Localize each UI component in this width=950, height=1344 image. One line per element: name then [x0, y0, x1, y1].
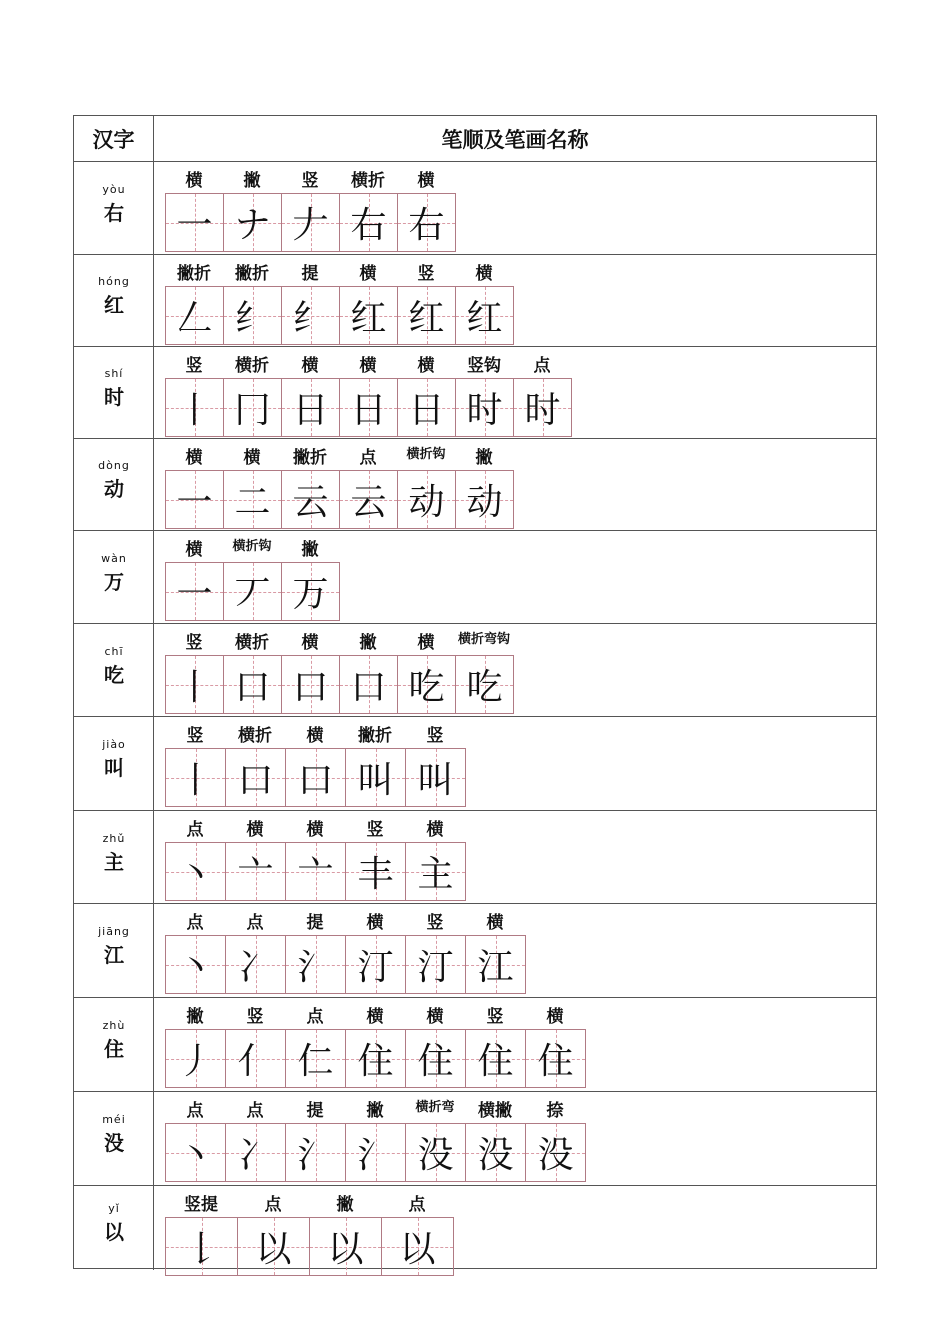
- tian-grid-box: [226, 1124, 286, 1181]
- stroke-step-glyph: 丶: [177, 1135, 214, 1176]
- tian-grid-box: [456, 287, 514, 344]
- char-cell: [74, 439, 154, 530]
- stroke-step-glyph: 江: [477, 947, 514, 988]
- tian-grid-box: [346, 1030, 406, 1087]
- stroke-step-glyph: 冫: [237, 1135, 274, 1176]
- stroke-step-grid: [165, 842, 466, 901]
- tian-grid-box: [382, 1218, 454, 1275]
- stroke-name: 竖: [185, 633, 203, 653]
- stroke-step-glyph: 氵: [297, 1135, 334, 1176]
- char-cell: [74, 624, 154, 716]
- tian-grid-box: [282, 563, 340, 620]
- stroke-name: 横: [486, 913, 504, 933]
- stroke-name: 横折: [238, 726, 272, 746]
- stroke-name: 横折: [351, 171, 385, 191]
- stroke-step-glyph: 住: [477, 1041, 514, 1082]
- pinyin-label: hóng: [98, 275, 130, 288]
- stroke-name: 横撇: [478, 1101, 512, 1121]
- stroke-name: 竖: [186, 726, 204, 746]
- stroke-step-glyph: 口: [350, 667, 387, 708]
- stroke-step-glyph: 住: [357, 1041, 394, 1082]
- hanzi-label: 时: [104, 385, 124, 409]
- tian-grid-box: [166, 287, 224, 344]
- stroke-step-glyph: 云: [292, 482, 329, 523]
- tian-grid-box: [466, 1030, 526, 1087]
- stroke-step-glyph: 一: [176, 205, 213, 246]
- stroke-name: 竖: [366, 820, 384, 840]
- stroke-name: 撇: [336, 1195, 354, 1215]
- stroke-step-glyph: 日: [292, 390, 329, 431]
- stroke-names: [165, 1190, 876, 1214]
- stroke-name: 点: [186, 913, 204, 933]
- tian-grid-box: [456, 379, 514, 436]
- stroke-name: 点: [246, 913, 264, 933]
- pinyin-label: jiāng: [98, 925, 130, 938]
- stroke-name: 横: [366, 1007, 384, 1027]
- tian-grid-box: [286, 843, 346, 900]
- tian-grid-box: [166, 471, 224, 528]
- stroke-names: [165, 721, 876, 745]
- table-row: [74, 998, 876, 1092]
- stroke-name: 横: [185, 171, 203, 191]
- tian-grid-box: [286, 1030, 346, 1087]
- char-cell: [74, 904, 154, 997]
- tian-grid-box: [346, 1124, 406, 1181]
- pinyin-label: zhù: [102, 1019, 126, 1032]
- stroke-name: 竖: [185, 356, 203, 376]
- stroke-name: 点: [408, 1195, 426, 1215]
- stroke-name: 横: [417, 356, 435, 376]
- stroke-names: [165, 908, 876, 932]
- stroke-step-glyph: 仁: [297, 1041, 334, 1082]
- tian-grid-box: [166, 1030, 226, 1087]
- stroke-step-glyph: 以: [399, 1229, 436, 1270]
- stroke-step-glyph: 红: [350, 298, 387, 339]
- char-cell: [74, 255, 154, 346]
- tian-grid-box: [456, 656, 514, 713]
- tian-grid-box: [226, 1030, 286, 1087]
- tian-grid-box: [166, 656, 224, 713]
- stroke-step-glyph: 一: [176, 574, 213, 615]
- tian-grid-box: [456, 471, 514, 528]
- table-row: [74, 255, 876, 347]
- tian-grid-box: [282, 287, 340, 344]
- hanzi-label: 叫: [104, 756, 124, 780]
- tian-grid-box: [340, 379, 398, 436]
- stroke-step-glyph: 氵: [297, 947, 334, 988]
- stroke-name: 竖提: [184, 1195, 218, 1215]
- stroke-step-glyph: 丨: [176, 390, 213, 431]
- hanzi-label: 住: [104, 1037, 124, 1061]
- stroke-step-glyph: 右: [350, 205, 387, 246]
- pinyin-label: wàn: [101, 551, 127, 565]
- stroke-step-glyph: 没: [417, 1135, 454, 1176]
- tian-grid-box: [286, 749, 346, 806]
- stroke-name: 点: [264, 1195, 282, 1215]
- char-cell: [74, 162, 154, 254]
- stroke-name: 提: [306, 1101, 324, 1121]
- stroke-name: 竖: [426, 726, 444, 746]
- stroke-name: 横: [417, 171, 435, 191]
- tian-grid-box: [224, 656, 282, 713]
- stroke-name: 点: [246, 1101, 264, 1121]
- stroke-names: [165, 1002, 876, 1026]
- stroke-names: [165, 351, 876, 375]
- stroke-name: 点: [186, 1101, 204, 1121]
- stroke-names: [165, 815, 876, 839]
- stroke-step-glyph: 纟: [234, 298, 271, 339]
- stroke-step-grid: [165, 655, 514, 714]
- tian-grid-box: [398, 194, 456, 251]
- pinyin-label: jiào: [102, 738, 126, 751]
- stroke-name: 提: [301, 264, 319, 284]
- stroke-name: 撇: [475, 448, 493, 468]
- stroke-step-glyph: 丿: [177, 1041, 214, 1082]
- stroke-name: 横: [306, 726, 324, 746]
- stroke-step-glyph: 丨: [177, 760, 214, 801]
- stroke-name: 横: [426, 820, 444, 840]
- stroke-step-glyph: 氵: [357, 1135, 394, 1176]
- tian-grid-box: [340, 656, 398, 713]
- tian-grid-box: [166, 194, 224, 251]
- stroke-name: 横: [306, 820, 324, 840]
- stroke-name: 横折弯钩: [457, 632, 511, 647]
- stroke-step-glyph: 亻: [237, 1041, 274, 1082]
- stroke-name: 横: [359, 264, 377, 284]
- tian-grid-box: [466, 1124, 526, 1181]
- stroke-name: 点: [533, 356, 551, 376]
- tian-grid-box: [166, 563, 224, 620]
- stroke-step-grid: [165, 562, 340, 621]
- hanzi-label: 主: [104, 849, 124, 874]
- stroke-step-glyph: 𠃋: [176, 298, 213, 339]
- tian-grid-box: [226, 749, 286, 806]
- stroke-name: 竖: [417, 264, 435, 284]
- char-cell: [74, 531, 154, 623]
- stroke-step-glyph: 汀: [417, 947, 454, 988]
- stroke-step-grid: [165, 1029, 586, 1088]
- stroke-step-glyph: 时: [466, 390, 503, 431]
- stroke-step-glyph: 口: [297, 760, 334, 801]
- hanzi-label: 没: [104, 1131, 124, 1155]
- table-row: [74, 811, 876, 904]
- stroke-name: 撇折: [358, 726, 392, 746]
- stroke-name: 竖: [246, 1007, 264, 1027]
- tian-grid-box: [398, 471, 456, 528]
- hanzi-label: 右: [104, 200, 124, 225]
- stroke-name: 横: [475, 264, 493, 284]
- tian-grid-box: [226, 843, 286, 900]
- stroke-step-glyph: 冫: [237, 947, 274, 988]
- stroke-step-glyph: 没: [537, 1135, 574, 1176]
- stroke-step-glyph: 亠: [237, 854, 274, 895]
- tian-grid-box: [224, 563, 282, 620]
- tian-grid-box: [514, 379, 572, 436]
- tian-grid-box: [224, 194, 282, 251]
- tian-grid-box: [466, 936, 526, 993]
- tian-grid-box: [346, 843, 406, 900]
- stroke-name: 竖钩: [467, 356, 501, 376]
- tian-grid-box: [282, 379, 340, 436]
- tian-grid-box: [406, 843, 466, 900]
- stroke-name: 撇: [366, 1101, 384, 1121]
- stroke-step-glyph: 口: [237, 760, 274, 801]
- tian-grid-box: [406, 936, 466, 993]
- stroke-step-glyph: 云: [350, 482, 387, 523]
- tian-grid-box: [526, 1124, 586, 1181]
- tian-grid-box: [526, 1030, 586, 1087]
- stroke-name: 撇: [243, 171, 261, 191]
- tian-grid-box: [238, 1218, 310, 1275]
- pinyin-label: zhǔ: [102, 831, 126, 845]
- stroke-name: 撇折: [177, 264, 211, 284]
- stroke-step-grid: [165, 935, 526, 994]
- tian-grid-box: [226, 936, 286, 993]
- stroke-name: 提: [306, 913, 324, 933]
- table-header: [74, 116, 876, 162]
- tian-grid-box: [406, 1124, 466, 1181]
- stroke-step-grid: [165, 193, 456, 252]
- stroke-step-glyph: 右: [408, 205, 445, 246]
- stroke-step-glyph: 𠄌: [183, 1229, 220, 1270]
- hanzi-label: 江: [104, 943, 124, 967]
- header-stroke-column: 笔顺及笔画名称: [441, 126, 589, 152]
- stroke-step-glyph: 冂: [234, 390, 271, 431]
- stroke-step-glyph: 丆: [234, 574, 271, 615]
- stroke-step-glyph: 以: [255, 1229, 292, 1270]
- stroke-step-glyph: 万: [292, 574, 329, 615]
- char-cell: [74, 811, 154, 903]
- stroke-step-glyph: 二: [234, 482, 271, 523]
- stroke-name: 点: [359, 448, 377, 468]
- stroke-step-grid: [165, 470, 514, 529]
- tian-grid-box: [166, 936, 226, 993]
- stroke-step-glyph: 日: [408, 390, 445, 431]
- stroke-names: [165, 535, 876, 559]
- char-cell: [74, 1186, 154, 1270]
- stroke-name: 横折: [235, 633, 269, 653]
- stroke-name: 横: [185, 448, 203, 468]
- hanzi-label: 吃: [104, 662, 124, 687]
- stroke-names: [165, 628, 876, 652]
- tian-grid-box: [282, 194, 340, 251]
- stroke-step-glyph: 吃: [466, 667, 503, 708]
- stroke-name: 横: [366, 913, 384, 933]
- tian-grid-box: [406, 1030, 466, 1087]
- stroke-step-glyph: 亠: [297, 854, 334, 895]
- stroke-step-glyph: 口: [234, 667, 271, 708]
- stroke-step-glyph: 丶: [177, 854, 214, 895]
- pinyin-label: chī: [104, 644, 124, 658]
- stroke-order-table: [73, 115, 877, 1269]
- stroke-step-glyph: 红: [408, 298, 445, 339]
- tian-grid-box: [166, 379, 224, 436]
- tian-grid-box: [346, 749, 406, 806]
- stroke-name: 横折弯: [415, 1100, 455, 1115]
- stroke-step-glyph: 动: [408, 482, 445, 523]
- stroke-step-grid: [165, 1217, 454, 1276]
- stroke-step-glyph: 丰: [357, 854, 394, 895]
- pinyin-label: méi: [102, 1113, 126, 1126]
- stroke-step-glyph: 𠂇: [292, 205, 329, 246]
- stroke-name: 横: [359, 356, 377, 376]
- stroke-step-glyph: 动: [466, 482, 503, 523]
- tian-grid-box: [166, 1124, 226, 1181]
- stroke-name: 竖: [486, 1007, 504, 1027]
- pinyin-label: dòng: [98, 459, 130, 472]
- stroke-step-glyph: 住: [537, 1041, 574, 1082]
- stroke-step-grid: [165, 378, 572, 437]
- tian-grid-box: [340, 287, 398, 344]
- stroke-step-grid: [165, 748, 466, 807]
- table-row: [74, 347, 876, 439]
- tian-grid-box: [340, 194, 398, 251]
- stroke-step-glyph: ナ: [234, 205, 271, 246]
- char-cell: [74, 998, 154, 1091]
- header-char-column: 汉字: [74, 116, 154, 161]
- stroke-names: [165, 259, 876, 283]
- stroke-step-glyph: 纟: [292, 298, 329, 339]
- stroke-name: 横折钩: [406, 447, 446, 462]
- tian-grid-box: [166, 843, 226, 900]
- char-cell: [74, 347, 154, 438]
- tian-grid-box: [224, 287, 282, 344]
- table-row: [74, 439, 876, 531]
- table-row: [74, 717, 876, 811]
- stroke-step-glyph: 日: [350, 390, 387, 431]
- char-cell: [74, 1092, 154, 1185]
- tian-grid-box: [340, 471, 398, 528]
- stroke-step-grid: [165, 286, 514, 345]
- table-row: [74, 904, 876, 998]
- stroke-name: 撇折: [235, 264, 269, 284]
- tian-grid-box: [398, 287, 456, 344]
- table-row: [74, 531, 876, 624]
- stroke-name: 横: [301, 356, 319, 376]
- tian-grid-box: [310, 1218, 382, 1275]
- tian-grid-box: [282, 471, 340, 528]
- hanzi-label: 万: [104, 569, 124, 594]
- stroke-name: 横: [426, 1007, 444, 1027]
- stroke-name: 横折钩: [232, 539, 272, 554]
- stroke-name: 撇: [186, 1007, 204, 1027]
- stroke-name: 横: [546, 1007, 564, 1027]
- table-row: [74, 624, 876, 717]
- tian-grid-box: [282, 656, 340, 713]
- tian-grid-box: [286, 1124, 346, 1181]
- tian-grid-box: [224, 379, 282, 436]
- stroke-step-glyph: 丶: [177, 947, 214, 988]
- stroke-step-glyph: 主: [417, 854, 454, 895]
- tian-grid-box: [224, 471, 282, 528]
- tian-grid-box: [398, 656, 456, 713]
- stroke-step-glyph: 时: [524, 390, 561, 431]
- stroke-step-glyph: 没: [477, 1135, 514, 1176]
- char-cell: [74, 717, 154, 810]
- pinyin-label: yǐ: [108, 1202, 120, 1215]
- stroke-names: [165, 166, 876, 190]
- stroke-name: 横: [243, 448, 261, 468]
- table-row: [74, 1092, 876, 1186]
- stroke-name: 横: [301, 633, 319, 653]
- stroke-names: [165, 1096, 876, 1120]
- stroke-step-glyph: 吃: [408, 667, 445, 708]
- stroke-step-glyph: 丨: [176, 667, 213, 708]
- tian-grid-box: [286, 936, 346, 993]
- stroke-name: 撇: [359, 633, 377, 653]
- stroke-name: 竖: [301, 171, 319, 191]
- tian-grid-box: [398, 379, 456, 436]
- stroke-step-glyph: 一: [176, 482, 213, 523]
- stroke-name: 点: [306, 1007, 324, 1027]
- stroke-names: [165, 443, 876, 467]
- tian-grid-box: [346, 936, 406, 993]
- stroke-name: 点: [186, 820, 204, 840]
- stroke-step-glyph: 叫: [417, 760, 454, 801]
- stroke-name: 横: [246, 820, 264, 840]
- stroke-name: 撇折: [293, 448, 327, 468]
- stroke-name: 捺: [546, 1101, 564, 1121]
- table-row: [74, 1186, 876, 1270]
- stroke-name: 横折: [235, 356, 269, 376]
- stroke-step-glyph: 红: [466, 298, 503, 339]
- stroke-step-grid: [165, 1123, 586, 1182]
- pinyin-label: shí: [104, 367, 124, 380]
- hanzi-label: 以: [104, 1220, 124, 1244]
- tian-grid-box: [406, 749, 466, 806]
- stroke-name: 横: [417, 633, 435, 653]
- stroke-step-glyph: 以: [327, 1229, 364, 1270]
- stroke-step-glyph: 住: [417, 1041, 454, 1082]
- table-row: [74, 162, 876, 255]
- tian-grid-box: [166, 749, 226, 806]
- hanzi-label: 红: [104, 293, 124, 317]
- stroke-step-glyph: 口: [292, 667, 329, 708]
- stroke-name: 横: [185, 540, 203, 560]
- stroke-step-glyph: 叫: [357, 760, 394, 801]
- tian-grid-box: [166, 1218, 238, 1275]
- hanzi-label: 动: [104, 477, 124, 501]
- stroke-step-glyph: 汀: [357, 947, 394, 988]
- stroke-name: 撇: [301, 540, 319, 560]
- pinyin-label: yòu: [102, 182, 126, 196]
- stroke-name: 竖: [426, 913, 444, 933]
